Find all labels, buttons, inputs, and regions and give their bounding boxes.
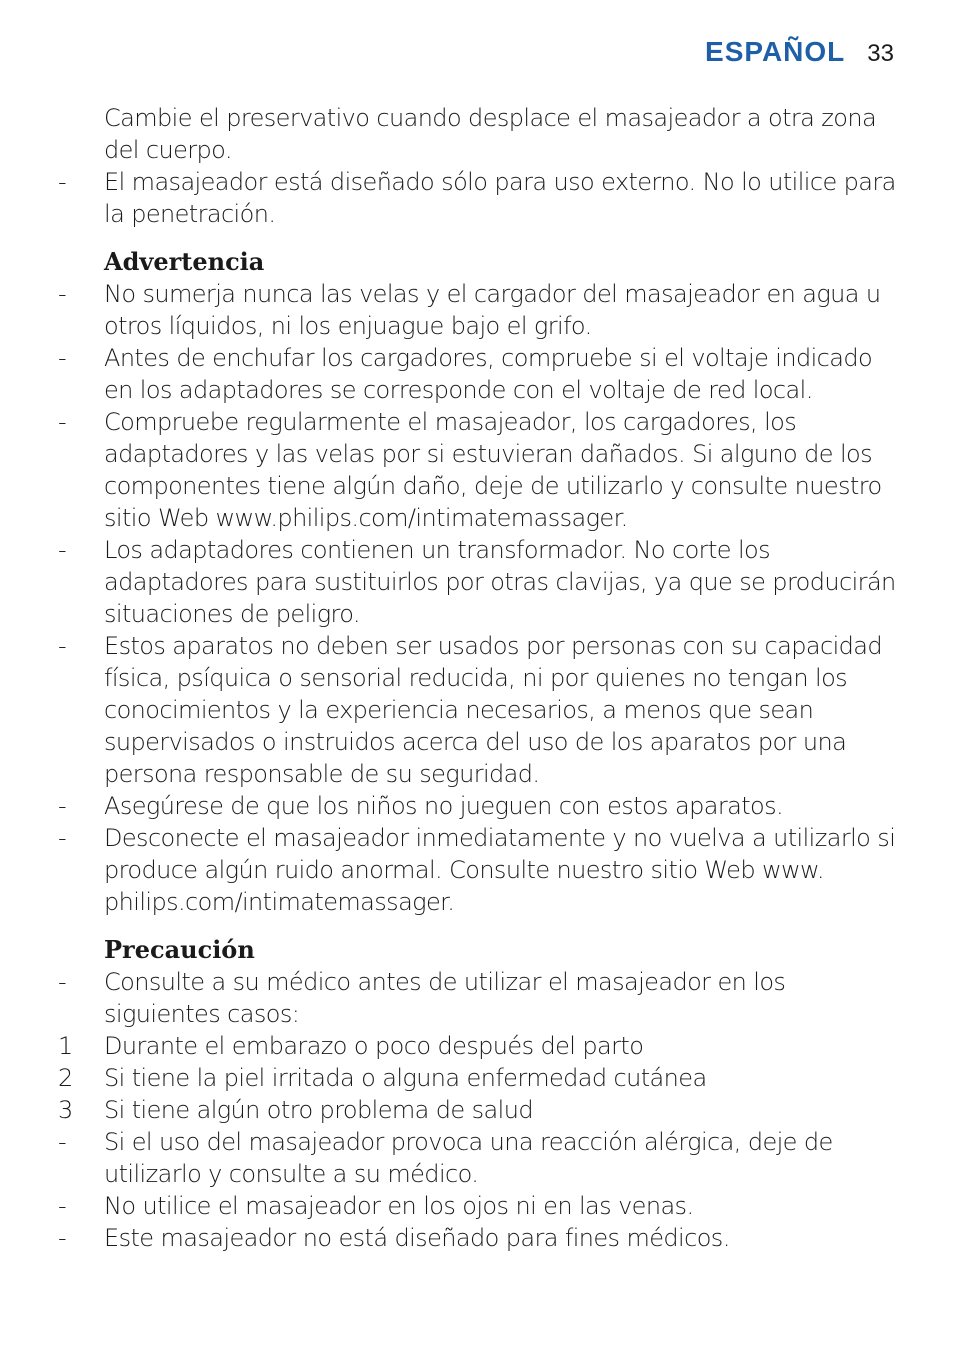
list-marker: - — [58, 792, 67, 820]
list-item — [52, 1126, 897, 1190]
list-number: 3 — [58, 1096, 73, 1124]
list-marker: - — [58, 344, 67, 372]
numbered-item-text: Durante el embarazo o poco después del parto — [104, 1032, 644, 1060]
document-body — [52, 102, 897, 1254]
numbered-item — [52, 1062, 897, 1094]
list-item — [52, 406, 897, 534]
list-number: 1 — [58, 1032, 73, 1060]
list-marker: - — [58, 168, 67, 196]
paragraph-text: Cambie el preservativo cuando desplace el masajeador a otra zona del cuerpo. — [104, 104, 877, 164]
list-item — [52, 790, 897, 822]
list-marker: - — [58, 280, 67, 308]
list-marker: - — [58, 408, 67, 436]
language-title: ESPAÑOL — [705, 36, 846, 67]
numbered-item-text: Si tiene la piel irritada o alguna enfermedad cutánea — [104, 1064, 707, 1092]
list-marker: - — [58, 968, 67, 996]
list-number: 2 — [58, 1064, 73, 1092]
list-item-text: Antes de enchufar los cargadores, compruebe si el voltaje indicado en los adaptadores se corresponde con el voltaje de red local. — [104, 344, 873, 404]
page-number: 33 — [867, 40, 894, 67]
list-item — [52, 1190, 897, 1222]
list-marker: - — [58, 824, 67, 852]
list-item-text: Si el uso del masajeador provoca una reacción alérgica, deje de utilizarlo y consulte a su médico. — [104, 1128, 833, 1188]
section-heading-text: Precaución — [104, 935, 255, 964]
list-item-text: Consulte a su médico antes de utilizar el masajeador en los siguientes casos: — [104, 968, 786, 1028]
list-item-text: Compruebe regularmente el masajeador, los cargadores, los adaptadores y las velas por si estuvieran dañados. Si alguno de los componentes tiene algún daño, deje de utilizarlo y consulte nuestro sitio Web www.philips.com/intimatemassager. — [104, 408, 882, 532]
list-item — [52, 534, 897, 630]
list-item-text: Desconecte el masajeador inmediatamente y no vuelva a utilizarlo si produce algún ruido anormal. Consulte nuestro sitio Web www. philips.com/intimatemassager. — [104, 824, 896, 916]
list-marker: - — [58, 632, 67, 660]
list-item-text: Este masajeador no está diseñado para fines médicos. — [104, 1224, 730, 1252]
section-heading-warning — [52, 246, 897, 278]
list-item — [52, 342, 897, 406]
list-item-text: Asegúrese de que los niños no jueguen con estos aparatos. — [104, 792, 784, 820]
list-item — [52, 966, 897, 1030]
list-item-text: Estos aparatos no deben ser usados por personas con su capacidad física, psíquica o sensorial reducida, ni por quienes no tengan los conocimientos y la experiencia necesarios, a menos que sean supervisados o instruidos acerca del uso de los aparatos por una persona responsable de su seguridad. — [104, 632, 883, 788]
list-marker: - — [58, 536, 67, 564]
list-item-text: Los adaptadores contienen un transformador. No corte los adaptadores para sustituirlos por otras clavijas, ya que se producirán situaciones de peligro. — [104, 536, 896, 628]
list-item — [52, 630, 897, 790]
paragraph — [52, 102, 897, 166]
section-heading-text: Advertencia — [104, 247, 265, 276]
numbered-item-text: Si tiene algún otro problema de salud — [104, 1096, 533, 1124]
numbered-item — [52, 1094, 897, 1126]
list-item-text: No sumerja nunca las velas y el cargador del masajeador en agua u otros líquidos, ni los enjuague bajo el grifo. — [104, 280, 881, 340]
list-item — [52, 278, 897, 342]
list-marker: - — [58, 1192, 67, 1220]
list-marker: - — [58, 1224, 67, 1252]
list-item-text: El masajeador está diseñado sólo para uso externo. No lo utilice para la penetración. — [104, 168, 896, 228]
page-header — [705, 36, 894, 68]
list-item — [52, 822, 897, 918]
list-marker: - — [58, 1128, 67, 1156]
list-item — [52, 166, 897, 230]
list-item — [52, 1222, 897, 1254]
section-heading-caution — [52, 934, 897, 966]
numbered-item — [52, 1030, 897, 1062]
list-item-text: No utilice el masajeador en los ojos ni en las venas. — [104, 1192, 694, 1220]
